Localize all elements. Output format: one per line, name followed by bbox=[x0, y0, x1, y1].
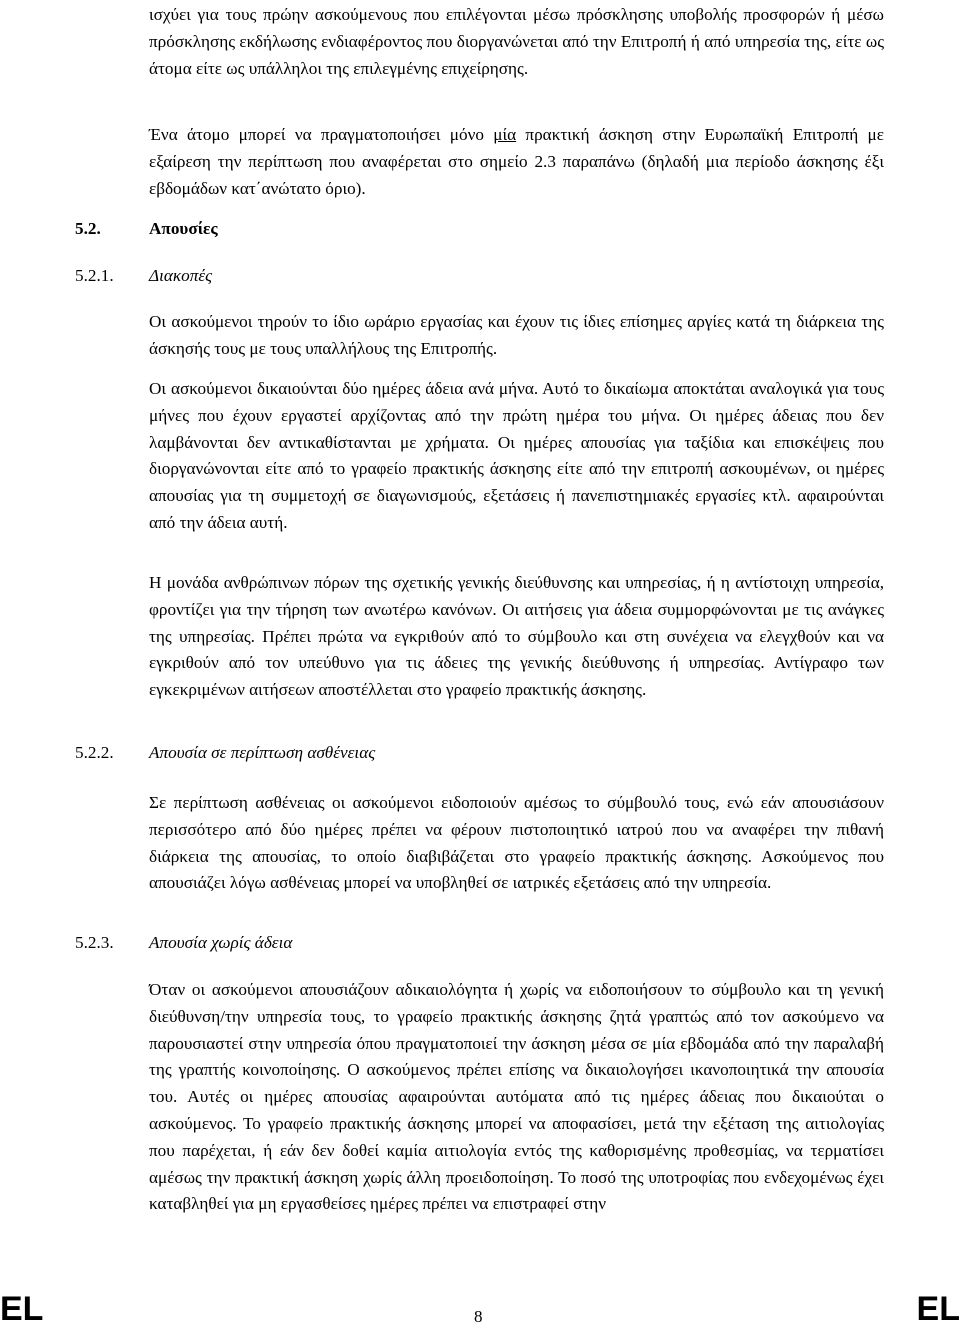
paragraph-holidays-2: Οι ασκούμενοι δικαιούνται δύο ημέρες άδεια ανά μήνα. Αυτό το δικαίωμα αποκτάται αναλογικά για τους μήνες που έχουν εργαστεί αρχίζοντας από την πρώτη ημέρα του μήνα. Οι ημέρες άδειας που δεν λαμβάνονται δεν αντικαθίστανται με χρήματα. Οι ημέρες απουσίας για ταξίδια και επισκέψεις που διοργανώνονται είτε από το γραφείο πρακτικής άσκησης είτε από την επιτροπή ασκουμένων, οι ημέρες απουσίας για τη συμμετοχή σε διαγωνισμούς, εξετάσεις ή πανεπιστημιακές εργασίες κτλ. αφαιρούνται από την άδεια αυτή. bbox=[149, 379, 884, 532]
paragraph-holidays-1: Οι ασκούμενοι τηρούν το ίδιο ωράριο εργασίας και έχουν τις ίδιες επίσημες αργίες κατά τη διάρκεια της άσκησής τους με τους υπαλλήλους της Επιτροπής. bbox=[149, 312, 884, 358]
section-number-5-2: 5.2. bbox=[75, 219, 101, 238]
section-title-sick-leave: Απουσία σε περίπτωση ασθένειας bbox=[149, 743, 376, 762]
section-number-5-2-3: 5.2.3. bbox=[75, 933, 114, 952]
section-title-holidays: Διακοπές bbox=[149, 266, 213, 285]
text-fragment: πρακτική άσκηση στην Ευρωπαϊκή Επιτροπή με εξαίρεση την περίπτωση που αναφέρεται στο σημείο 2.3 παραπάνω (δηλαδή μια περίοδο άσκησης έξι εβδομάδων κατ΄ανώτατο όριο). bbox=[149, 125, 884, 198]
footer-language-left: EL bbox=[0, 1290, 44, 1328]
page-number: 8 bbox=[474, 1307, 483, 1326]
text-fragment: Ένα άτομο μπορεί να πραγματοποιήσει μόνο bbox=[149, 125, 494, 144]
footer-language-right: EL bbox=[916, 1290, 960, 1328]
paragraph-unauthorized-absence: Όταν οι ασκούμενοι απουσιάζουν αδικαιολόγητα ή χωρίς να ειδοποιήσουν το σύμβουλο και τη γενική διεύθυνση/την υπηρεσία τους, το γραφείο πρακτικής άσκησης ζητά γραπτώς από τον ασκούμενο να παρουσιαστεί στην υπηρεσία όπου πραγματοποιεί την άσκηση μέσα σε μία εβδομάδα από την παραλαβή της γραπτής κοινοποίησης. Ο ασκούμενος πρέπει επίσης να δικαιολογήσει ικανοποιητικά την απουσία του. Αυτές οι ημέρες απουσίας αφαιρούνται αυτόματα από τις ημέρες άδειας που δικαιούται ο ασκούμενος. Το γραφείο πρακτικής άσκησης μπορεί να αποφασίσει, μετά την εξέταση της αιτιολογίας που παρέχεται, ή εάν δεν δοθεί καμία αιτιολογία εντός της καθορισμένης προθεσμίας, να τερματίσει αμέσως την πρακτική άσκηση χωρίς άλλη προειδοποίηση. Το ποσό της υποτροφίας που ενδεχομένως έχει καταβληθεί για μη εργασθείσες ημέρες πρέπει να επιστραφεί στην bbox=[149, 980, 884, 1214]
paragraph-continuation: ισχύει για τους πρώην ασκούμενους που επιλέγονται μέσω πρόσκλησης υποβολής προσφορών ή μέσω πρόσκλησης εκδήλωσης ενδιαφέροντος που διοργανώνεται από την Επιτροπή ή από υπηρεσία της, είτε ως άτομα είτε ως υπάλληλοι της επιλεγμένης επιχείρησης. bbox=[149, 5, 884, 78]
section-number-5-2-2: 5.2.2. bbox=[75, 743, 114, 762]
paragraph-sick-leave: Σε περίπτωση ασθένειας οι ασκούμενοι ειδοποιούν αμέσως το σύμβουλό τους, ενώ εάν απουσιάσουν περισσότερο από δύο ημέρες πρέπει να φέρουν πιστοποιητικό ιατρού που να αναφέρει την πιθανή διάρκεια της απουσίας, το οποίο διαβιβάζεται στο γραφείο πρακτικής άσκησης. Ασκούμενος που απουσιάζει λόγω ασθένειας μπορεί να υποβληθεί σε ιατρικές εξετάσεις από την υπηρεσία. bbox=[149, 793, 884, 893]
underlined-word: μία bbox=[493, 125, 517, 144]
paragraph-holidays-3: Η μονάδα ανθρώπινων πόρων της σχετικής γενικής διεύθυνσης και υπηρεσίας, ή η αντίστοιχη υπηρεσία, φροντίζει για την τήρηση των ανωτέρω κανόνων. Οι αιτήσεις για άδεια συμμορφώνονται με τις ανάγκες της υπηρεσίας. Πρέπει πρώτα να εγκριθούν από το σύμβουλο και στη συνέχεια να ελεγχθούν και να εγκριθούν από τον υπεύθυνο για τις άδειες της γενικής διεύθυνσης ή υπηρεσίας. Αντίγραφο των εγκεκριμένων αιτήσεων αποστέλλεται στο γραφείο πρακτικής άσκησης. bbox=[149, 573, 884, 700]
paragraph-single-internship bbox=[149, 122, 884, 202]
section-title-absences: Απουσίες bbox=[149, 219, 218, 238]
section-number-5-2-1: 5.2.1. bbox=[75, 266, 114, 285]
section-title-unauthorized-absence: Απουσία χωρίς άδεια bbox=[149, 933, 293, 952]
